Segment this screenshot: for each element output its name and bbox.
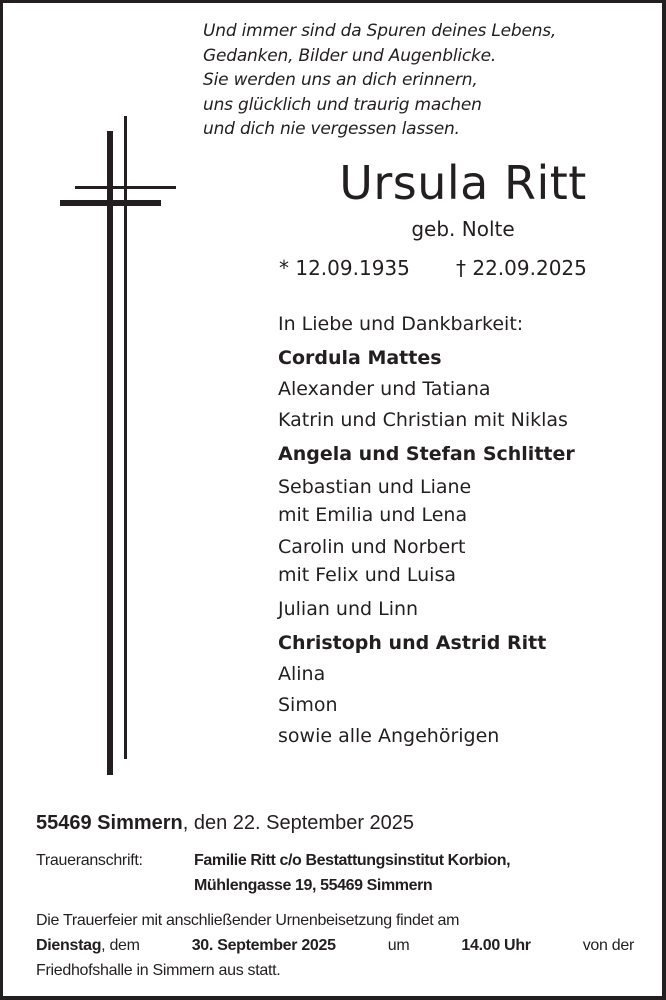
mourner-member: Alina (278, 663, 326, 685)
cross-thick-horizontal (60, 200, 161, 206)
place: 55469 Simmern (36, 812, 183, 834)
mourner-group-head: Cordula Mattes (278, 347, 442, 369)
mourner-member: Katrin und Christian mit Niklas (278, 409, 568, 431)
ceremony-notice (36, 908, 634, 983)
address-label: Traueranschrift: (36, 852, 143, 869)
mourner-member: Simon (278, 694, 338, 716)
mourner-group-head: Christoph und Astrid Ritt (278, 632, 547, 654)
ceremony-time: 14.00 Uhr (461, 937, 531, 954)
ceremony-line-1: Die Trauerfeier mit anschließender Urnenbeisetzung findet am (36, 912, 460, 929)
mourner-group-head: Angela und Stefan Schlitter (278, 443, 575, 465)
maiden-name: geb. Nolte (411, 217, 515, 241)
mourner-member: Julian und Linn (278, 598, 419, 620)
poem-line: Und immer sind da Spuren deines Lebens, (203, 21, 557, 41)
mourner-member: mit Felix und Luisa (278, 564, 456, 586)
ceremony-text: von der (582, 937, 634, 954)
mourner-member: Carolin und Norbert (278, 536, 466, 558)
ceremony-text: um (387, 937, 410, 954)
deceased-name: Ursula Ritt (339, 156, 587, 210)
ceremony-line-2 (36, 933, 634, 958)
address-line-1: Familie Ritt c/o Bestattungsinstitut Korbion, (194, 852, 511, 869)
cross-thick-vertical (107, 131, 113, 775)
poem-line: Sie werden uns an dich erinnern, (203, 70, 478, 90)
ceremony-line-3: Friedhofshalle in Simmern aus statt. (36, 962, 281, 979)
mourner-member: sowie alle Angehörigen (278, 725, 500, 747)
mourner-member: Alexander und Tatiana (278, 378, 491, 400)
date-text: , den 22. September 2025 (182, 812, 415, 834)
memorial-poem (203, 19, 643, 142)
poem-line: uns glücklich und traurig machen (203, 94, 482, 115)
poem-line: und dich nie vergessen lassen. (203, 119, 460, 139)
mourner-member: Sebastian und Liane (278, 476, 472, 498)
mourners-intro: In Liebe und Dankbarkeit: (278, 313, 524, 335)
cross-thin-horizontal (75, 186, 176, 189)
mourner-member: mit Emilia und Lena (278, 504, 468, 526)
address-line-2: Mühlengasse 19, 55469 Simmern (194, 877, 433, 894)
birth-date: * 12.09.1935 (279, 256, 410, 280)
cross-thin-vertical (124, 116, 127, 759)
place-and-date (36, 809, 656, 837)
ceremony-text: , dem (101, 937, 140, 954)
poem-line: Gedanken, Bilder und Augenblicke. (203, 45, 497, 66)
ceremony-date: 30. September 2025 (191, 937, 336, 954)
ceremony-weekday: Dienstag (36, 937, 102, 954)
mourners-list (278, 309, 658, 752)
death-date: † 22.09.2025 (456, 256, 587, 280)
